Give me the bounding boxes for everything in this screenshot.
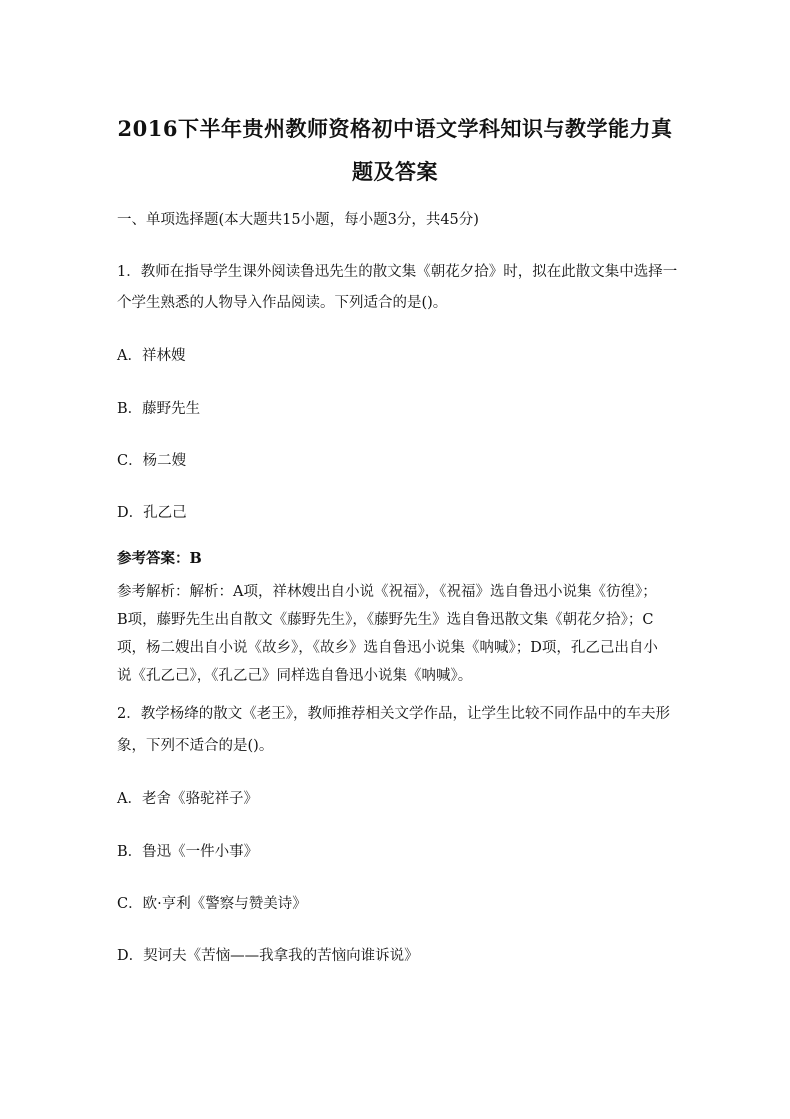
q1-option-b: B．藤野先生 <box>117 401 201 417</box>
q1-analysis-line2: B项，藤野先生出自散文《藤野先生》，《藤野先生》选自鲁迅散文集《朝花夕拾》；C <box>117 612 654 628</box>
q1-option-d: D．孔乙己 <box>117 505 187 521</box>
q2-option-d: D．契诃夫《苦恼——我拿我的苦恼向谁诉说》 <box>117 948 419 964</box>
document-title-line2: 题及答案 <box>352 159 438 184</box>
q1-stem-line2: 个学生熟悉的人物导入作品阅读。下列适合的是()。 <box>117 295 448 311</box>
q1-analysis-line4: 说《孔乙己》，《孔乙己》同样选自鲁迅小说集《呐喊》。 <box>117 668 473 684</box>
q1-option-c: C．杨二嫂 <box>117 453 187 469</box>
q2-option-c: C．欧·亨利《警察与赞美诗》 <box>117 896 307 912</box>
q2-stem-line1: 2．教学杨绛的散文《老王》，教师推荐相关文学作品，让学生比较不同作品中的车夫形 <box>117 706 670 722</box>
q2-option-b: B．鲁迅《一件小事》 <box>117 844 259 860</box>
q2-stem-line2: 象，下列不适合的是()。 <box>117 738 274 754</box>
q2-option-a: A．老舍《骆驼祥子》 <box>117 791 258 807</box>
q1-analysis-line1: 参考解析：解析：A项，祥林嫂出自小说《祝福》，《祝福》选自鲁迅小说集《彷徨》； <box>117 584 657 600</box>
q1-stem-line1: 1．教师在指导学生课外阅读鲁迅先生的散文集《朝花夕拾》时，拟在此散文集中选择一 <box>117 264 678 280</box>
q1-answer: 参考答案：B <box>117 550 202 567</box>
section-heading: 一、单项选择题(本大题共15小题，每小题3分，共45分) <box>117 212 479 228</box>
document-title-line1: 2016下半年贵州教师资格初中语文学科知识与教学能力真 <box>117 116 673 141</box>
q1-analysis-line3: 项，杨二嫂出自小说《故乡》，《故乡》选自鲁迅小说集《呐喊》；D项，孔乙己出自小 <box>117 640 658 656</box>
q1-option-a: A．祥林嫂 <box>117 348 186 364</box>
